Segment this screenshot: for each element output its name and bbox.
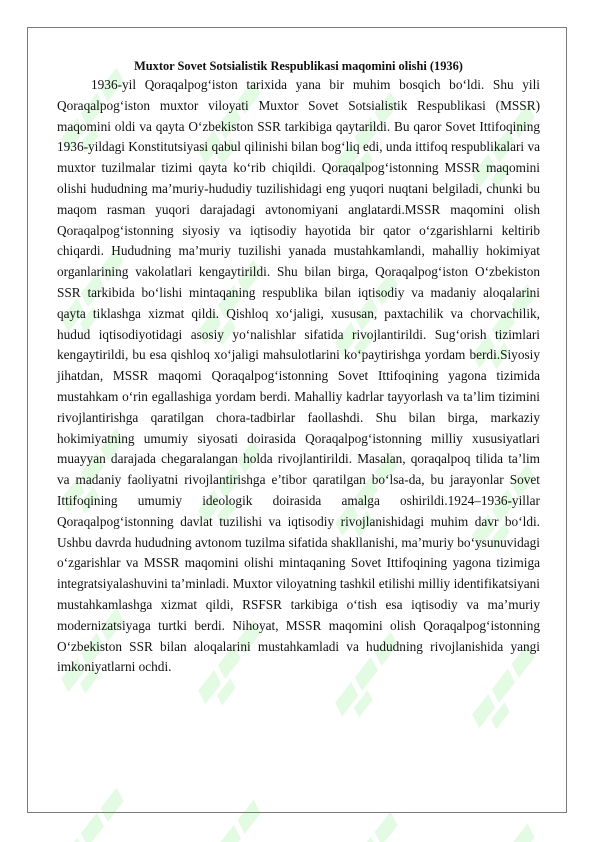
watermark-block: [512, 824, 535, 842]
document-content: [57, 58, 540, 678]
watermark-mark: [468, 824, 549, 842]
watermark-block: [61, 838, 84, 842]
watermark-block: [375, 812, 398, 842]
document-body-paragraph: 1936-yil Qoraqalpog‘iston tarixida yana bir muhim bosqich bo‘ldi. Shu yili Qoraqalpog‘iston muxtor viloyati Muxtor Sovet Sotsialistik Respublikasi (MSSR) maqomini oldi va qayta O‘zbekiston SSR tarkibiga qaytarildi. Bu qaror Sovet Ittifoqining 1936-yildagi Konstitutsiyasi qabul qilinishi bilan bog‘liq edi, unda ittifoq respublikalari va muxtor tuzilmalar tizimi qayta ko‘rib chiqildi. Qoraqalpog‘istonning MSSR maqomini olishi hududning ma’muriy-hududiy tuzilishidagi eng yuqori nuqtani belgiladi, chunki bu maqom rasman yuqori darajadagi avtonomiyani anglatardi.MSSR maqomini olish Qoraqalpog‘istonning siyosiy va iqtisodiy hayotida bir qator o‘zgarishlarni keltirib chiqardi. Hududning ma’muriy tuzilishi yanada mustahkamlandi, mahalliy hokimiyat organlarining vakolatlari kengaytirildi. Shu bilan birga, Qoraqalpog‘iston O‘zbekiston SSR tarkibida bo‘lishi mintaqaning respublika bilan iqtisodiy va madaniy aloqalarini qayta tiklashga xizmat qildi. Qishloq xo‘jaligi, xususan, paxtachilik va chorvachilik, hudud iqtisodiyotidagi asosiy yo‘nalishlar sifatida rivojlantirildi. Sug‘orish tizimlari kengaytirildi, bu esa qishloq xo‘jaligi mahsulotlarini ko‘paytirishga yordam berdi.Siyosiy jihatdan, MSSR maqomi Qoraqalpog‘istonning Sovet Ittifoqining yagona tizimida mustahkam o‘rin egallashiga yordam berdi. Mahalliy kadrlar tayyorlash va ta’lim tizimini rivojlantirishga qaratilgan chora-tadbirlar faollashdi. Shu bilan birga, markaziy hokimiyatning umumiy siyosati doirasida Qoraqalpog‘istonning milliy xususiyatlari muayyan darajada chegaralangan holda rivojlantirildi. Masalan, qoraqalpoq tilida ta’lim va madaniy faoliyatni rivojlantirishga e’tibor qaratilgan bo‘lsa-da, bu jarayonlar Sovet Ittifoqining umumiy ideologik doirasida amalga oshirildi.1924–1936-yillar Qoraqalpog‘istonning davlat tuzilishi va iqtisodiy rivojlanishidagi muhim davr bo‘ldi. Ushbu davrda hududning avtonom tuzilma sifatida shakllanishi, ma’muriy bo‘ysunuvidagi o‘zgarishlar va MSSR maqomini olishi mintaqaning Sovet Ittifoqining yagona tizimiga integratsiyalashuvini ta’minladi. Muxtor viloyatning tashkil etilishi milliy identifikatsiyani mustahkamlashga xizmat qildi, RSFSR tarkibiga o‘tish esa iqtisodiy va ma’muriy modernizatsiyaga turtki berdi. Nihoyat, MSSR maqomini olish Qoraqalpog‘istonning O‘zbekiston SSR bilan aloqalarini mustahkamladi va hududning rivojlanishida yangi imkoniyatlarni ochdi.: [57, 77, 540, 675]
watermark-block: [218, 825, 241, 842]
watermark-block: [355, 837, 378, 842]
watermark-mark: [331, 812, 412, 842]
watermark-block: [81, 813, 104, 842]
document-title: Muxtor Sovet Sotsialistik Respublikasi maqomini olishi (1936): [134, 59, 463, 73]
